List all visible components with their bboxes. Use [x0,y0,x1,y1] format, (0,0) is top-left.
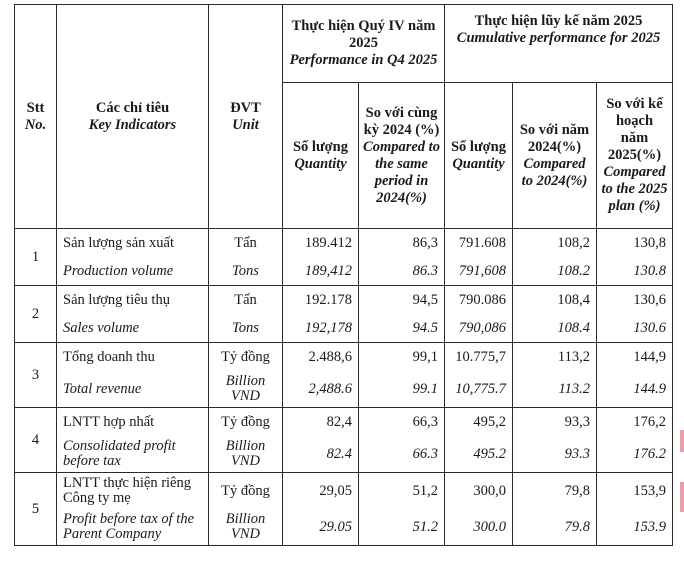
header-q4-group-en: Performance in Q4 2025 [289,52,438,68]
unit: Tỷ đồng [209,473,283,510]
header-cumulative-quantity-vi: Số lượng [450,138,506,155]
cumulative-compared-en: 113.2 [513,371,597,408]
q4-quantity-en: 2,488.6 [283,371,359,408]
cumulative-compared: 93,3 [513,408,597,437]
row-number: 1 [15,229,57,286]
cumulative-quantity-en: 790,086 [445,314,513,343]
cumulative-quantity: 495,2 [445,408,513,437]
cumulative-compared-en: 93.3 [513,436,597,473]
header-cumulative-quantity-en: Quantity [452,155,505,172]
cumulative-plan-en: 153.9 [597,509,673,546]
q4-compared-en: 86.3 [359,257,445,286]
indicator-name-en: Consolidated profit before tax [57,436,209,473]
table-row-en [15,314,673,343]
cumulative-plan-en: 176.2 [597,436,673,473]
cumulative-compared-en: 79.8 [513,509,597,546]
header-indicator [57,5,209,229]
table-row [15,408,673,437]
q4-compared: 51,2 [359,473,445,510]
header-stt [15,5,57,229]
header-stt-vi: Stt [26,99,45,116]
unit-en: Tons [209,314,283,343]
row-number: 5 [15,473,57,546]
cumulative-quantity-en: 300.0 [445,509,513,546]
header-cumulative-group-vi: Thực hiện lũy kế năm 2025 [474,13,643,29]
header-indicator-en: Key Indicators [88,116,177,133]
cumulative-compared-en: 108.2 [513,257,597,286]
q4-compared: 86,3 [359,229,445,258]
table-row-en [15,436,673,473]
q4-compared: 94,5 [359,286,445,315]
unit-en: Billion VND [209,509,283,546]
indicator-name: LNTT hợp nhất [57,408,209,437]
table-row-en [15,371,673,408]
scan-edge-mark [680,482,684,512]
q4-quantity: 192.178 [283,286,359,315]
header-cumulative-plan-vi: So với kế hoạch năm 2025(%) [606,96,663,163]
unit: Tỷ đồng [209,408,283,437]
header-cumulative-plan-en: Compared to the 2025 plan (%) [601,164,668,214]
unit-en: Tons [209,257,283,286]
indicator-name: LNTT thực hiện riêng Công ty mẹ [57,473,209,510]
header-unit-en: Unit [232,116,259,133]
cumulative-plan-en: 130.6 [597,314,673,343]
unit-en: Billion VND [209,436,283,473]
header-cumulative-group [445,5,673,83]
cumulative-plan-en: 144.9 [597,371,673,408]
scan-edge-mark [680,430,684,452]
q4-quantity-en: 29.05 [283,509,359,546]
q4-compared-en: 94.5 [359,314,445,343]
cumulative-compared: 108,4 [513,286,597,315]
q4-compared-en: 99.1 [359,371,445,408]
indicator-name: Tổng doanh thu [57,343,209,372]
q4-quantity-en: 189,412 [283,257,359,286]
unit: Tấn [209,229,283,258]
cumulative-quantity: 791.608 [445,229,513,258]
key-indicators-table [14,4,673,546]
header-cumulative-compared [513,83,597,229]
indicator-name-en: Sales volume [57,314,209,343]
header-cumulative-compared-en: Compared to 2024(%) [521,155,588,189]
q4-compared-en: 51.2 [359,509,445,546]
unit: Tấn [209,286,283,315]
indicator-name-en: Profit before tax of the Parent Company [57,509,209,546]
row-number: 3 [15,343,57,408]
header-unit-vi: ĐVT [230,99,261,116]
table-row [15,229,673,258]
cumulative-quantity-en: 10,775.7 [445,371,513,408]
header-indicator-vi: Các chỉ tiêu [95,99,170,116]
header-cumulative-quantity [445,83,513,229]
cumulative-quantity-en: 791,608 [445,257,513,286]
header-cumulative-compared-vi: So với năm 2024(%) [519,121,590,155]
indicator-name-en: Total revenue [57,371,209,408]
table-header [15,5,673,229]
indicator-name: Sản lượng sản xuất [57,229,209,258]
cumulative-compared-en: 108.4 [513,314,597,343]
q4-quantity: 2.488,6 [283,343,359,372]
header-q4-group [283,5,445,83]
header-cumulative-group-en: Cumulative performance for 2025 [456,30,661,46]
q4-compared: 99,1 [359,343,445,372]
q4-compared: 66,3 [359,408,445,437]
header-q4-quantity-en: Quantity [294,155,347,172]
cumulative-plan: 144,9 [597,343,673,372]
header-q4-compared [359,83,445,229]
unit-en: Billion VND [209,371,283,408]
cumulative-plan: 130,6 [597,286,673,315]
table-row [15,343,673,372]
unit: Tỷ đồng [209,343,283,372]
indicator-name: Sản lượng tiêu thụ [57,286,209,315]
cumulative-plan: 130,8 [597,229,673,258]
cumulative-quantity: 790.086 [445,286,513,315]
header-stt-en: No. [24,116,47,133]
q4-quantity: 189.412 [283,229,359,258]
cumulative-plan-en: 130.8 [597,257,673,286]
table-row [15,473,673,510]
header-q4-quantity [283,83,359,229]
cumulative-quantity: 10.775,7 [445,343,513,372]
row-number: 4 [15,408,57,473]
table-row-en [15,257,673,286]
table-row-en [15,509,673,546]
cumulative-quantity: 300,0 [445,473,513,510]
cumulative-compared: 108,2 [513,229,597,258]
header-unit [209,5,283,229]
table-row [15,286,673,315]
cumulative-plan: 176,2 [597,408,673,437]
cumulative-compared: 113,2 [513,343,597,372]
q4-compared-en: 66.3 [359,436,445,473]
row-number: 2 [15,286,57,343]
cumulative-compared: 79,8 [513,473,597,510]
q4-quantity: 82,4 [283,408,359,437]
q4-quantity: 29,05 [283,473,359,510]
indicator-name-en: Production volume [57,257,209,286]
header-q4-compared-en: Compared to the same period in 2024(%) [363,138,440,206]
header-q4-compared-vi: So với cùng kỳ 2024 (%) [363,104,440,138]
q4-quantity-en: 192,178 [283,314,359,343]
cumulative-quantity-en: 495.2 [445,436,513,473]
cumulative-plan: 153,9 [597,473,673,510]
table-body [15,229,673,546]
header-q4-group-vi: Thực hiện Quý IV năm 2025 [291,18,436,51]
header-q4-quantity-vi: Số lượng [292,138,348,155]
q4-quantity-en: 82.4 [283,436,359,473]
header-cumulative-plan [597,83,673,229]
